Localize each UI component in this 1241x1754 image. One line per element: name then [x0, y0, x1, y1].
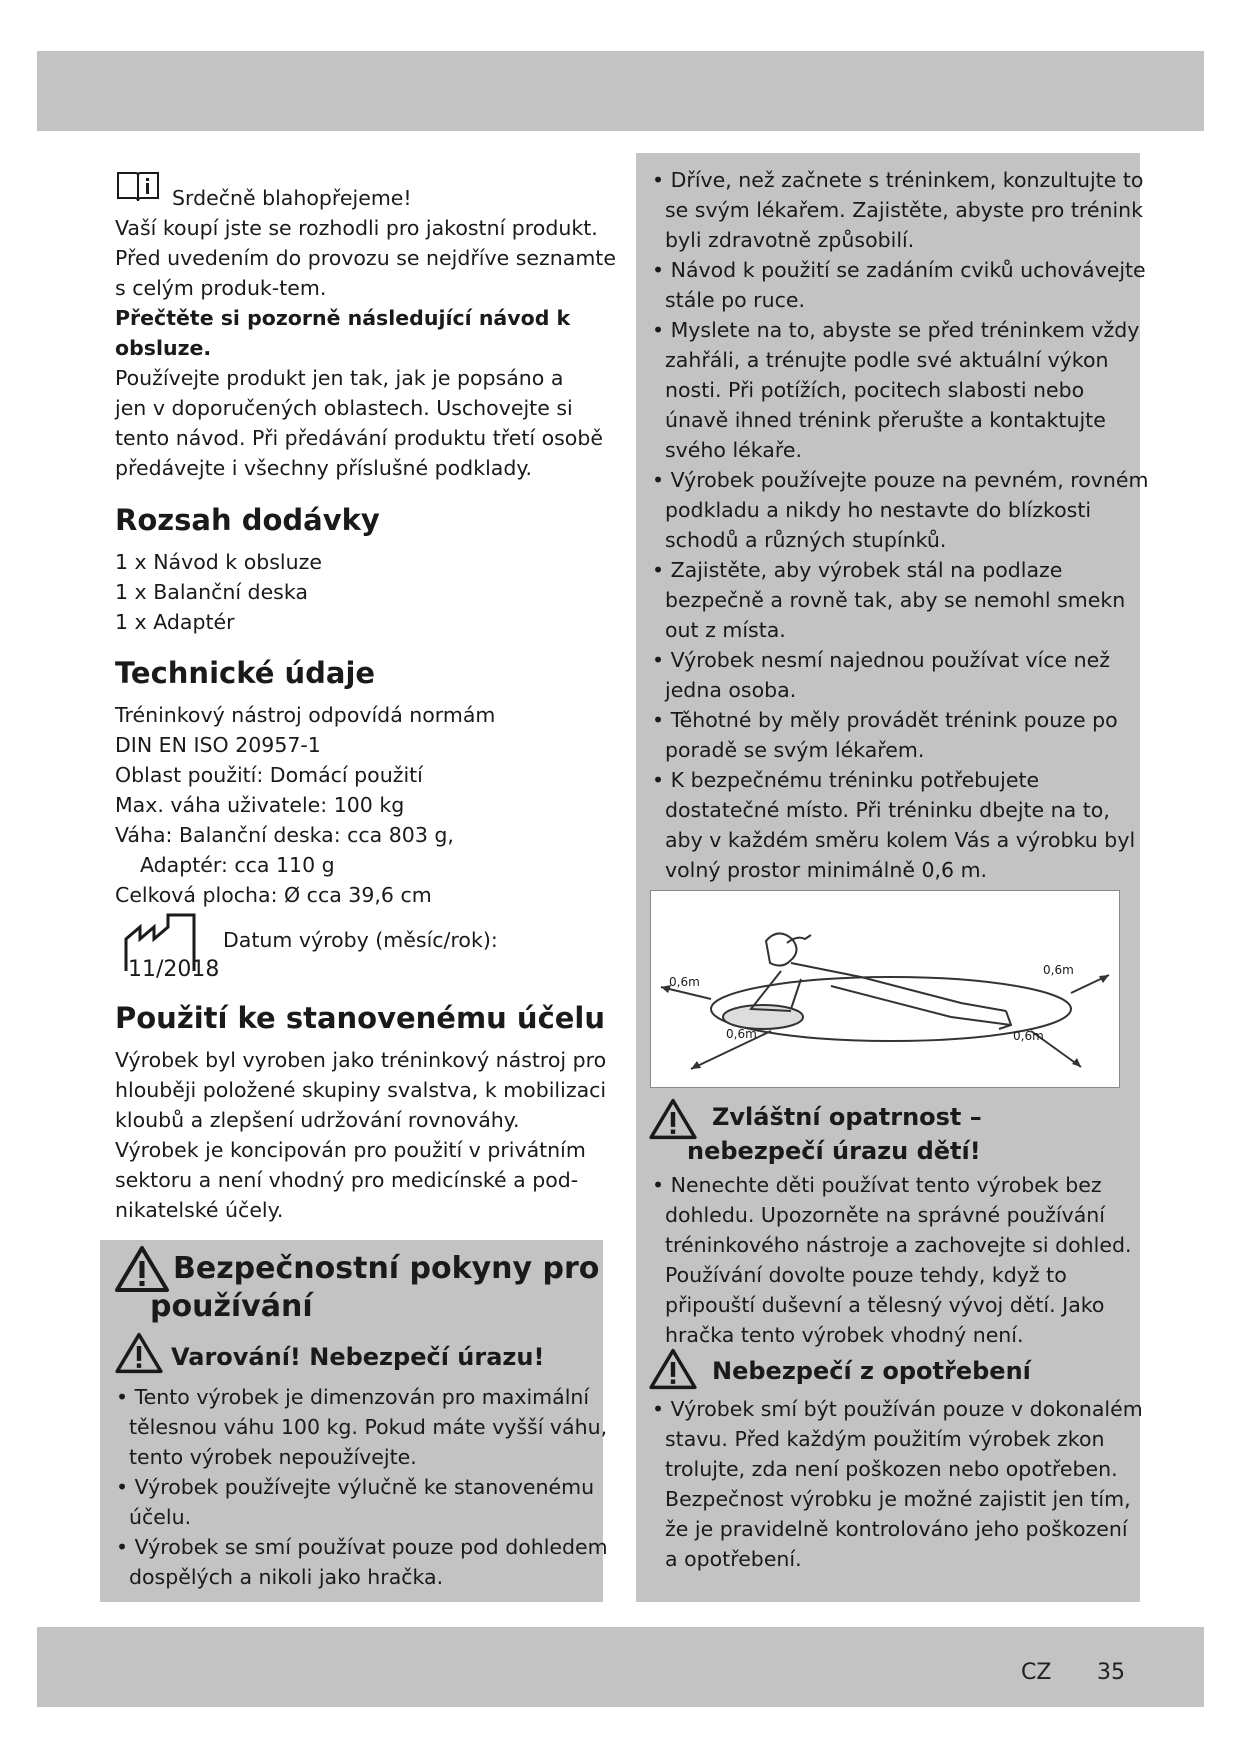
bullet-line: že je pravidelně kontrolováno jeho poškození — [665, 1517, 1128, 1541]
intended-title: Použití ke stanovenému účelu — [115, 1001, 606, 1035]
safety-title-line: používání — [150, 1289, 313, 1324]
bullet-line: • Výrobek nesmí najednou používat více než — [652, 648, 1110, 672]
figure-label: 0,6m — [669, 975, 700, 989]
bullet-line: • Návod k použití se zadáním cviků uchovávejte — [652, 258, 1146, 282]
exercise-figure — [650, 890, 1120, 1088]
bullet-text: Nenechte děti používat tento výrobek bez — [670, 1173, 1102, 1197]
header-bar — [37, 51, 1204, 131]
tech-line: Celková plocha: Ø cca 39,6 cm — [115, 883, 432, 907]
bullet-line: bezpečně a rovně tak, aby se nemohl smekn — [665, 588, 1126, 612]
bullet-text: K bezpečnému tréninku potřebujete — [670, 768, 1040, 792]
warning-triangle-icon — [114, 1245, 170, 1293]
scope-list — [115, 547, 322, 637]
tech-line: DIN EN ISO 20957-1 — [115, 733, 321, 757]
intro-bold-line: obsluze. — [115, 336, 212, 360]
footer-language: CZ — [1021, 1660, 1052, 1685]
intro-line: Před uvedením do provozu se nejdříve seznamte — [115, 246, 616, 270]
bullet-text: Výrobek používejte pouze na pevném, rovném — [670, 468, 1149, 492]
children-title-line: nebezpečí úrazu dětí! — [687, 1137, 981, 1165]
bullet-line: byli zdravotně způsobilí. — [665, 228, 915, 252]
bullet-line: • Nenechte děti používat tento výrobek bez — [652, 1173, 1102, 1197]
bullet-text: Výrobek používejte výlučně ke stanovenému — [134, 1475, 595, 1499]
bullet-text: Návod k použití se zadáním cviků uchovávejte — [670, 258, 1146, 282]
bullet-line: • Zajistěte, aby výrobek stál na podlaze — [652, 558, 1063, 582]
children-title-line: Zvláštní opatrnost – — [712, 1103, 982, 1131]
bullet-text: Dříve, než začnete s tréninkem, konzultujte to — [670, 168, 1144, 192]
intro-bold-line: Přečtěte si pozorně následující návod k — [115, 306, 571, 330]
intended-text — [115, 1045, 606, 1225]
bullet-line: hračka tento výrobek vhodný není. — [665, 1323, 1024, 1347]
bullet-line: • K bezpečnému tréninku potřebujete — [652, 768, 1040, 792]
safety-bullet — [116, 1382, 608, 1592]
bullet-text: Výrobek smí být používán pouze v dokonalém — [670, 1397, 1143, 1421]
intended-line: Výrobek je koncipován pro použití v privátním — [115, 1138, 586, 1162]
intro-line: předávejte i všechny příslušné podklady. — [115, 456, 533, 480]
scope-item: 1 x Balanční deska — [115, 580, 308, 604]
bullet-line: aby v každém směru kolem Vás a výrobku byl — [665, 828, 1136, 852]
bullet-line: nosti. Při potížích, pocitech slabosti nebo — [665, 378, 1085, 402]
warning-triangle-icon — [648, 1348, 698, 1390]
bullet-line: • Výrobek se smí používat pouze pod dohledem — [116, 1535, 608, 1559]
bullet-line: Bezpečnost výrobku je možné zajistit jen tím, — [665, 1487, 1131, 1511]
bullet-line: účelu. — [129, 1505, 192, 1529]
bullet-line: tělesnou váhu 100 kg. Pokud máte vyšší váhu, — [129, 1415, 608, 1439]
tech-line: Max. váha uživatele: 100 kg — [115, 793, 405, 817]
plank-illustration — [651, 891, 1119, 1087]
bullet-line: trolujte, zda není poškozen nebo opotřeben. — [665, 1457, 1118, 1481]
children-warning-title — [687, 1100, 982, 1168]
bullet-text: Výrobek se smí používat pouze pod dohledem — [134, 1535, 608, 1559]
figure-label: 0,6m — [1043, 963, 1074, 977]
bullet-line: tréninkového nástroje a zachovejte si dohled. — [665, 1233, 1132, 1257]
tech-line: Adaptér: cca 110 g — [140, 853, 335, 877]
date-label: Datum výroby (měsíc/rok): — [223, 928, 498, 952]
bullet-line: • Dříve, než začnete s tréninkem, konzultujte to — [652, 168, 1144, 192]
figure-label: 0,6m — [1013, 1029, 1044, 1043]
intended-line: kloubů a zlepšení udržování rovnováhy. — [115, 1108, 520, 1132]
page-number: 35 — [1097, 1660, 1125, 1685]
right-bullets — [652, 165, 1148, 885]
figure-label: 0,6m — [726, 1027, 757, 1041]
bullet-line: • Výrobek používejte pouze na pevném, rovném — [652, 468, 1149, 492]
tech-line: Oblast použití: Domácí použití — [115, 763, 423, 787]
scope-title: Rozsah dodávky — [115, 503, 380, 537]
wear-warning-title: Nebezpečí z opotřebení — [712, 1357, 1031, 1385]
bullet-line: stavu. Před každým použitím výrobek zkon — [665, 1427, 1105, 1451]
bullet-line: tento výrobek nepoužívejte. — [129, 1445, 417, 1469]
warning-triangle-icon — [114, 1332, 164, 1374]
intro-greeting: Srdečně blahopřejeme! — [172, 186, 412, 210]
bullet-text: Zajistěte, aby výrobek stál na podlaze — [670, 558, 1063, 582]
intro-line: Používejte produkt jen tak, jak je popsáno a — [115, 366, 564, 390]
intro-text — [115, 213, 616, 483]
date-value: 11/2018 — [128, 957, 220, 982]
bullet-line: zahřáli, a trénujte podle své aktuální výkon — [665, 348, 1109, 372]
tech-line: Tréninkový nástroj odpovídá normám — [115, 703, 496, 727]
bullet-line: stále po ruce. — [665, 288, 805, 312]
intended-line: nikatelské účely. — [115, 1198, 284, 1222]
bullet-line: a opotřebení. — [665, 1547, 802, 1571]
bullet-line: • Výrobek používejte výlučně ke stanovenému — [116, 1475, 595, 1499]
bullet-line: poradě se svým lékařem. — [665, 738, 925, 762]
bullet-line: podkladu a nikdy ho nestavte do blízkosti — [665, 498, 1092, 522]
intro-line: jen v doporučených oblastech. Uschovejte si — [115, 396, 573, 420]
intro-line: Vaší koupí jste se rozhodli pro jakostní produkt. — [115, 216, 598, 240]
bullet-text: Výrobek nesmí najednou používat více než — [670, 648, 1110, 672]
intro-line: tento návod. Při předávání produktu třetí osobě — [115, 426, 603, 450]
safety-title-line: Bezpečnostní pokyny pro — [173, 1251, 600, 1286]
bullet-line: jedna osoba. — [665, 678, 797, 702]
bullet-text: Tento výrobek je dimenzován pro maximální — [134, 1385, 590, 1409]
intended-line: Výrobek byl vyroben jako tréninkový nástroj pro — [115, 1048, 607, 1072]
bullet-line: připouští duševní a tělesný vývoj dětí. Jako — [665, 1293, 1105, 1317]
info-book-icon — [116, 170, 160, 204]
bullet-line: out z místa. — [665, 618, 786, 642]
scope-item: 1 x Adaptér — [115, 610, 235, 634]
warning-title: Varování! Nebezpečí úrazu! — [171, 1343, 545, 1371]
tech-line: Váha: Balanční deska: cca 803 g, — [115, 823, 454, 847]
bullet-line: • Výrobek smí být používán pouze v dokonalém — [652, 1397, 1143, 1421]
safety-title — [150, 1250, 600, 1326]
bullet-line: se svým lékařem. Zajistěte, abyste pro trénink — [665, 198, 1144, 222]
bullet-line: dostatečné místo. Při tréninku dbejte na to, — [665, 798, 1110, 822]
bullet-line: • Těhotné by měly provádět trénink pouze po — [652, 708, 1118, 732]
bullet-line: • Tento výrobek je dimenzován pro maximální — [116, 1385, 590, 1409]
scope-item: 1 x Návod k obsluze — [115, 550, 322, 574]
tech-list — [115, 700, 495, 910]
tech-title: Technické údaje — [115, 656, 376, 690]
bullet-line: schodů a různých stupínků. — [665, 528, 947, 552]
intended-line: hlouběji položené skupiny svalstva, k mobilizaci — [115, 1078, 607, 1102]
bullet-line: Používání dovolte pouze tehdy, když to — [665, 1263, 1067, 1287]
bullet-line: • Myslete na to, abyste se před tréninkem vždy — [652, 318, 1140, 342]
bullet-text: Těhotné by měly provádět trénink pouze po — [670, 708, 1118, 732]
wear-bullet — [652, 1394, 1143, 1574]
bullet-line: dospělých a nikoli jako hračka. — [129, 1565, 444, 1589]
children-bullet — [652, 1170, 1132, 1350]
intro-line: s celým produk-tem. — [115, 276, 327, 300]
bullet-line: volný prostor minimálně 0,6 m. — [665, 858, 988, 882]
bullet-line: dohledu. Upozorněte na správné používání — [665, 1203, 1105, 1227]
bullet-text: Myslete na to, abyste se před tréninkem vždy — [670, 318, 1140, 342]
intended-line: sektoru a není vhodný pro medicínské a pod- — [115, 1168, 579, 1192]
bullet-line: únavě ihned trénink přerušte a kontaktujte — [665, 408, 1106, 432]
bullet-line: svého lékaře. — [665, 438, 802, 462]
